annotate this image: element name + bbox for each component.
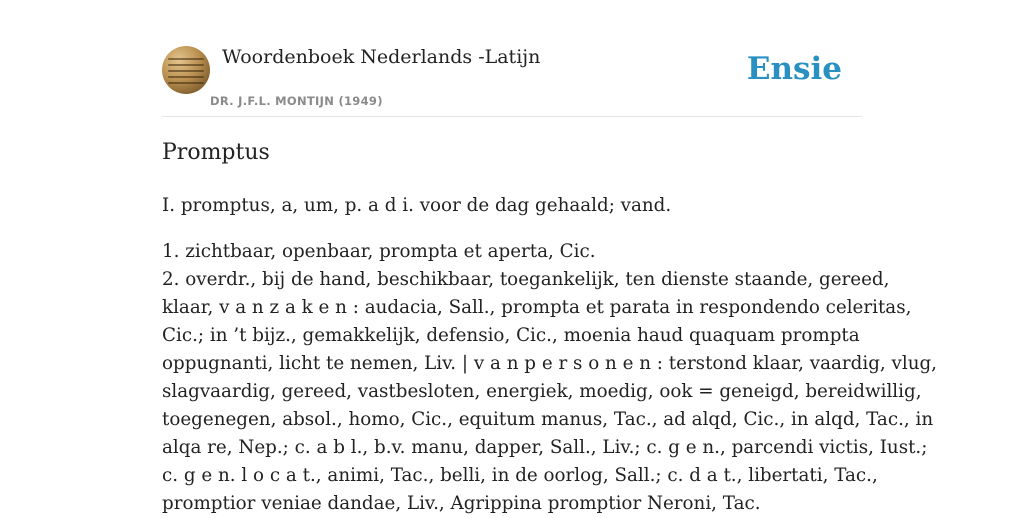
definition-line: klaar, v a n z a k e n : audacia, Sall., prompta et parata in respondendo celeritas, [162,297,912,318]
definition-line: 2. overdr., bij de hand, beschikbaar, toegankelijk, ten dienste staande, gereed, [162,269,890,290]
entry-definitions [162,238,937,518]
engraving-line [168,58,204,60]
entry-title: Promptus [162,140,270,165]
definition-line: promptior veniae dandae, Liv., Agrippina promptior Neroni, Tac. [162,493,761,514]
engraving-line [168,82,204,84]
page-header [162,46,862,117]
entry-body [162,192,937,518]
brand-logo[interactable]: Ensie [746,51,842,87]
definition-line: toegenegen, absol., homo, Cic., equitum manus, Tac., ad alqd, Cic., in alqd, Tac., in [162,409,934,430]
entry-intro: I. promptus, a, um, p. a d i. voor de dag gehaald; vand. [162,195,672,216]
definition-line: slagvaardig, gereed, vastbesloten, energiek, moedig, ook = geneigd, bereidwillig, [162,381,922,402]
engraving-line [168,70,204,72]
engraving-line [168,76,204,78]
definition-line: alqa re, Nep.; c. a b l., b.v. manu, dapper, Sall., Liv.; c. g e n., parcendi victis, Iust.; [162,437,928,458]
definition-line: c. g e n. l o c a t., animi, Tac., belli, in de oorlog, Sall.; c. d a t., libertati, Tac., [162,465,878,486]
book-cover-image[interactable] [162,46,210,94]
book-title[interactable]: Woordenboek Nederlands -Latijn [222,46,541,68]
definition-line: 1. zichtbaar, openbaar, prompta et aperta, Cic. [162,241,596,262]
definition-line: oppugnanti, licht te nemen, Liv. | v a n p e r s o n e n : terstond klaar, vaardig, vlug, [162,353,937,374]
definition-line: Cic.; in ’t bijz., gemakkelijk, defensio, Cic., moenia haud quaquam prompta [162,325,860,346]
book-author: DR. J.F.L. MONTIJN (1949) [210,94,383,108]
engraving-line [168,64,204,66]
